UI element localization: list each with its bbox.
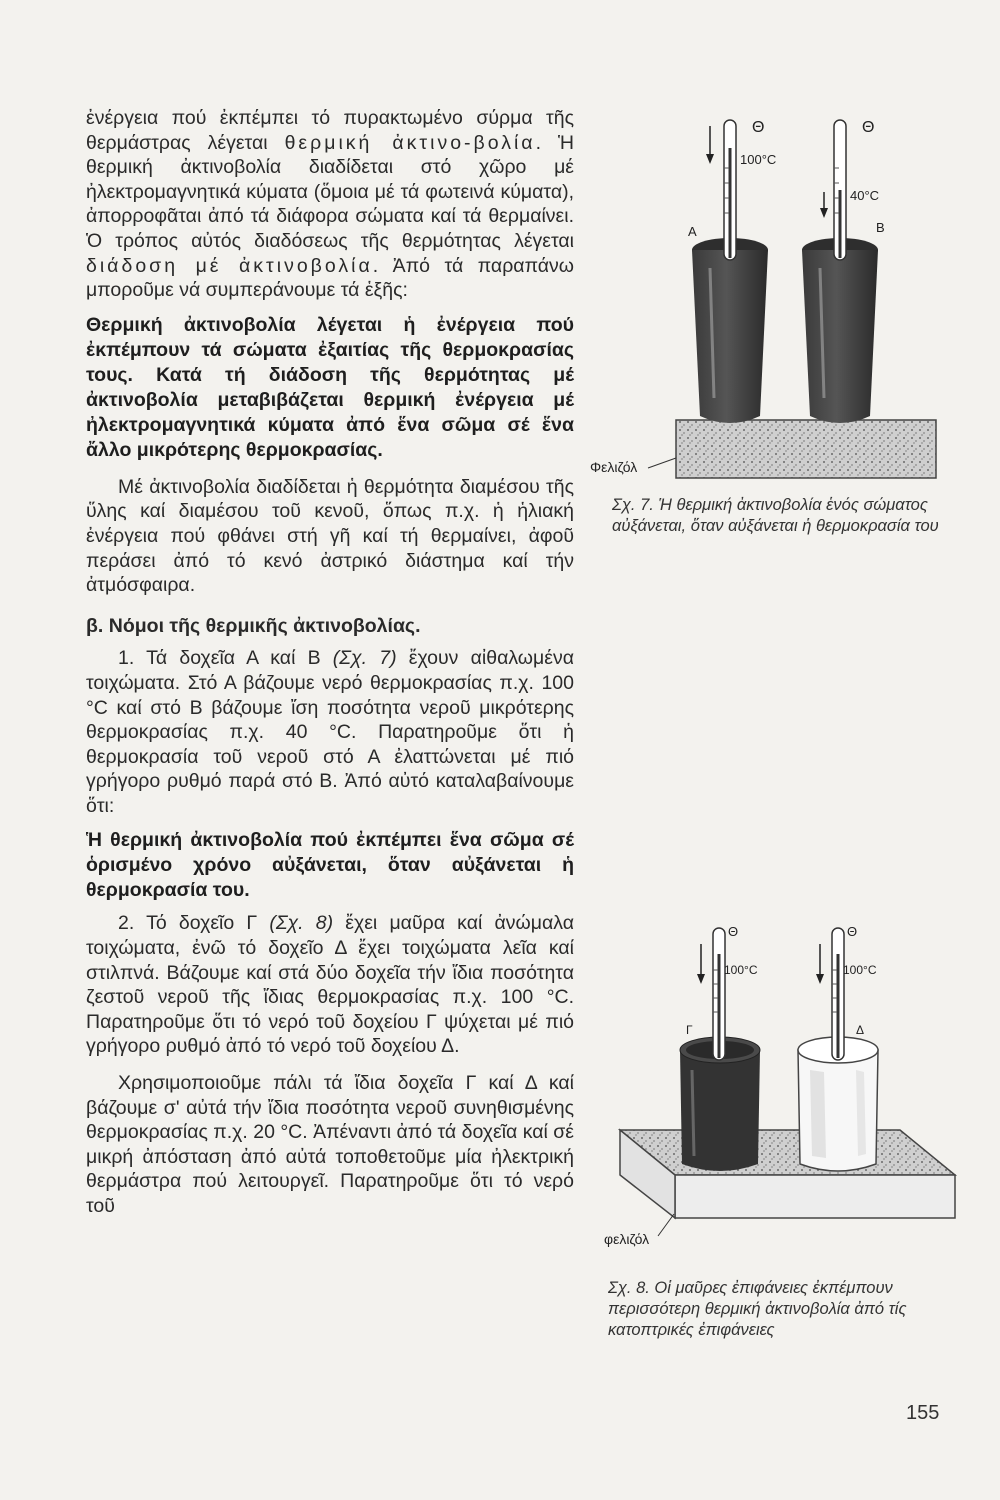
paragraph-experiment-3: Χρησιμοποιοῦμε πάλι τά ἴδια δοχεῖα Γ καί Δ καί βάζουμε σ' αὐτά τήν ἴδια ποσότητα νεροῦ συνηθισμένης θερμοκρασίας π.χ. 20 °C. Ἀπέναντι ἀπό τά δοχεῖα καί σέ μικρή ἀπόσταση ἀπό αὐτά τοποθετοῦμε μία ἠλεκτρική θερμάστρα πού λειτουργεῖ. Παρατηροῦμε ὅτι τό νερό τοῦ: [86, 1072, 574, 1217]
paragraph-vacuum: Μέ ἀκτινοβολία διαδίδεται ἡ θερμότητα διαμέσου τῆς ὕλης καί διαμέσου τοῦ κενοῦ, ὅπως π.χ. ἡ ἡλιακή ἐνέργεια πού φθάνει στή γῆ καί τή θερμαίνει, ἀφοῦ περάσει ἀπό τό κενό ἀστρικό διάστημα καί τήν ἀτμόσφαιρα.: [86, 475, 574, 597]
jar-label-b: Β: [876, 220, 885, 235]
figure-8-caption: Σχ. 8. Οἱ μαῦρες ἐπιφάνειες ἐκπέμπουν περισσότερη θερμική ἀκτινοβολία ἀπό τίς κατοπτρικές ἐπιφάνειες: [608, 1279, 907, 1339]
theta-label-a: Θ: [752, 119, 765, 136]
term-radiation-transfer: διάδοση μέ ἀκτινοβολία: [86, 254, 373, 277]
intro-text-a: ἐνέργεια πού ἐκπέμπει τό πυρακτωμένο σύρμα τῆς θερμάστρας λέγεται: [86, 107, 574, 154]
styrofoam-base-8: [620, 1130, 955, 1218]
jar-label-g: Γ: [686, 1023, 693, 1037]
figure-8-diagram: [600, 920, 970, 1250]
temp-label-a: 100°C: [740, 152, 777, 167]
temp-label-g: 100°C: [724, 963, 758, 977]
paragraph-intro: [86, 106, 574, 303]
styrofoam-base-7: [676, 420, 936, 478]
exp1-text-a: 1. Τά δοχεῖα Α καί Β: [118, 647, 333, 670]
figure-ref-7: (Σχ. 7): [332, 647, 397, 670]
rule-temperature-law: Ἡ θερμική ἀκτινοβολία πού ἐκπέμπει ἕνα σῶμα σέ ὁρισμένο χρόνο αὐξάνεται, ὅταν αὐξάνεται ἡ θερμοκρασία του.: [86, 829, 574, 902]
intro-text-b: . Ἡ θερμική ἀκτινοβολία διαδίδεται στό χῶρο μέ ἠλεκτρομαγνητικά κύματα (ὅμοια μέ τά φωτεινά κύματα), ἀπορροφᾶται ἀπό τά διάφορα σώματα καί τά θερμαίνει. Ὁ τρόπος αὐτός διαδόσεως τῆς θερμότητας λέγεται: [86, 131, 574, 252]
figure-7-caption: Σχ. 7. Ἡ θερμική ἀκτινοβολία ἑνός σώματος αὐξάνεται, ὅταν αὐξάνεται ἡ θερμοκρασία του: [612, 496, 939, 535]
jar-label-a: Α: [688, 224, 697, 239]
styrofoam-label-7: Φελιζόλ: [590, 459, 638, 475]
theta-label-g: Θ: [728, 924, 739, 939]
term-thermal-radiation: θερμική ἀκτινο-βολία: [284, 131, 536, 154]
figure-ref-8: (Σχ. 8): [269, 912, 334, 935]
theta-label-b: Θ: [862, 119, 875, 136]
paragraph-experiment-2: [86, 911, 574, 1059]
rule-definition: Θερμική ἀκτινοβολία λέγεται ἡ ἐνέργεια πού ἐκπέμπουν τά σώματα ἐξαιτίας τῆς θερμοκρασίας τους. Κατά τή διάδοση τῆς θερμότητας μέ ἀκτινοβολία μεταβιβάζεται θερμική ἐνέργεια μέ ἠλεκτρομαγνητικά κύματα ἀπό ἕνα σῶμα σέ ἕνα ἄλλο μικρότερης θερμοκρασίας.: [86, 313, 574, 461]
exp2-text-b: ἔχει μαῦρα καί ἀνώμαλα τοιχώματα, ἐνῶ τό δοχεῖο Δ ἔχει τοιχώματα λεῖα καί στιλπνά. Βάζουμε καί στά δύο δοχεῖα τήν ἴδια ποσότητα ζεστοῦ νεροῦ τῆς ἴδιας θερμοκρασίας π.χ. 100 °C. Παρατηροῦμε ὅτι τό νερό τοῦ δοχείου Γ ψύχεται μέ πιό γρήγορο ρυθμό ἀπό τό νερό τοῦ δοχείου Δ.: [86, 912, 574, 1058]
page-number: 155: [906, 1402, 940, 1424]
main-text-column: [86, 106, 574, 1219]
section-heading-laws: β. Νόμοι τῆς θερμικῆς ἀκτινοβολίας.: [86, 614, 421, 637]
styrofoam-label-8: φελιζόλ: [604, 1231, 650, 1247]
jar-label-d: Δ: [856, 1023, 865, 1037]
exp2-text-a: 2. Τό δοχεῖο Γ: [118, 912, 270, 935]
figure-7-diagram: [590, 108, 970, 503]
intro-text-c: . Ἀπό τά παραπάνω μποροῦμε νά συμπεράνουμε τά ἑξῆς:: [86, 254, 574, 302]
exp1-text-b: ἔχουν αἰθαλωμένα τοιχώματα. Στό Α βάζουμε νερό θερμοκρασίας π.χ. 100 °C καί στό Β βάζουμε ἴση ποσότητα νεροῦ μικρότερης θερμοκρασίας π.χ. 40 °C. Παρατηροῦμε ὅτι ἡ θερμοκρασία τοῦ νεροῦ στό Α ἐλαττώνεται μέ πιό γρήγορο ρυθμό παρά στό Β. Ἀπό αὐτό καταλαβαίνουμε ὅτι:: [86, 647, 574, 817]
theta-label-d: Θ: [847, 924, 858, 939]
temp-label-d: 100°C: [843, 963, 877, 977]
paragraph-experiment-1: [86, 646, 574, 818]
temp-label-b: 40°C: [850, 188, 880, 203]
jar-b: [802, 238, 878, 423]
jar-a: [692, 238, 768, 423]
